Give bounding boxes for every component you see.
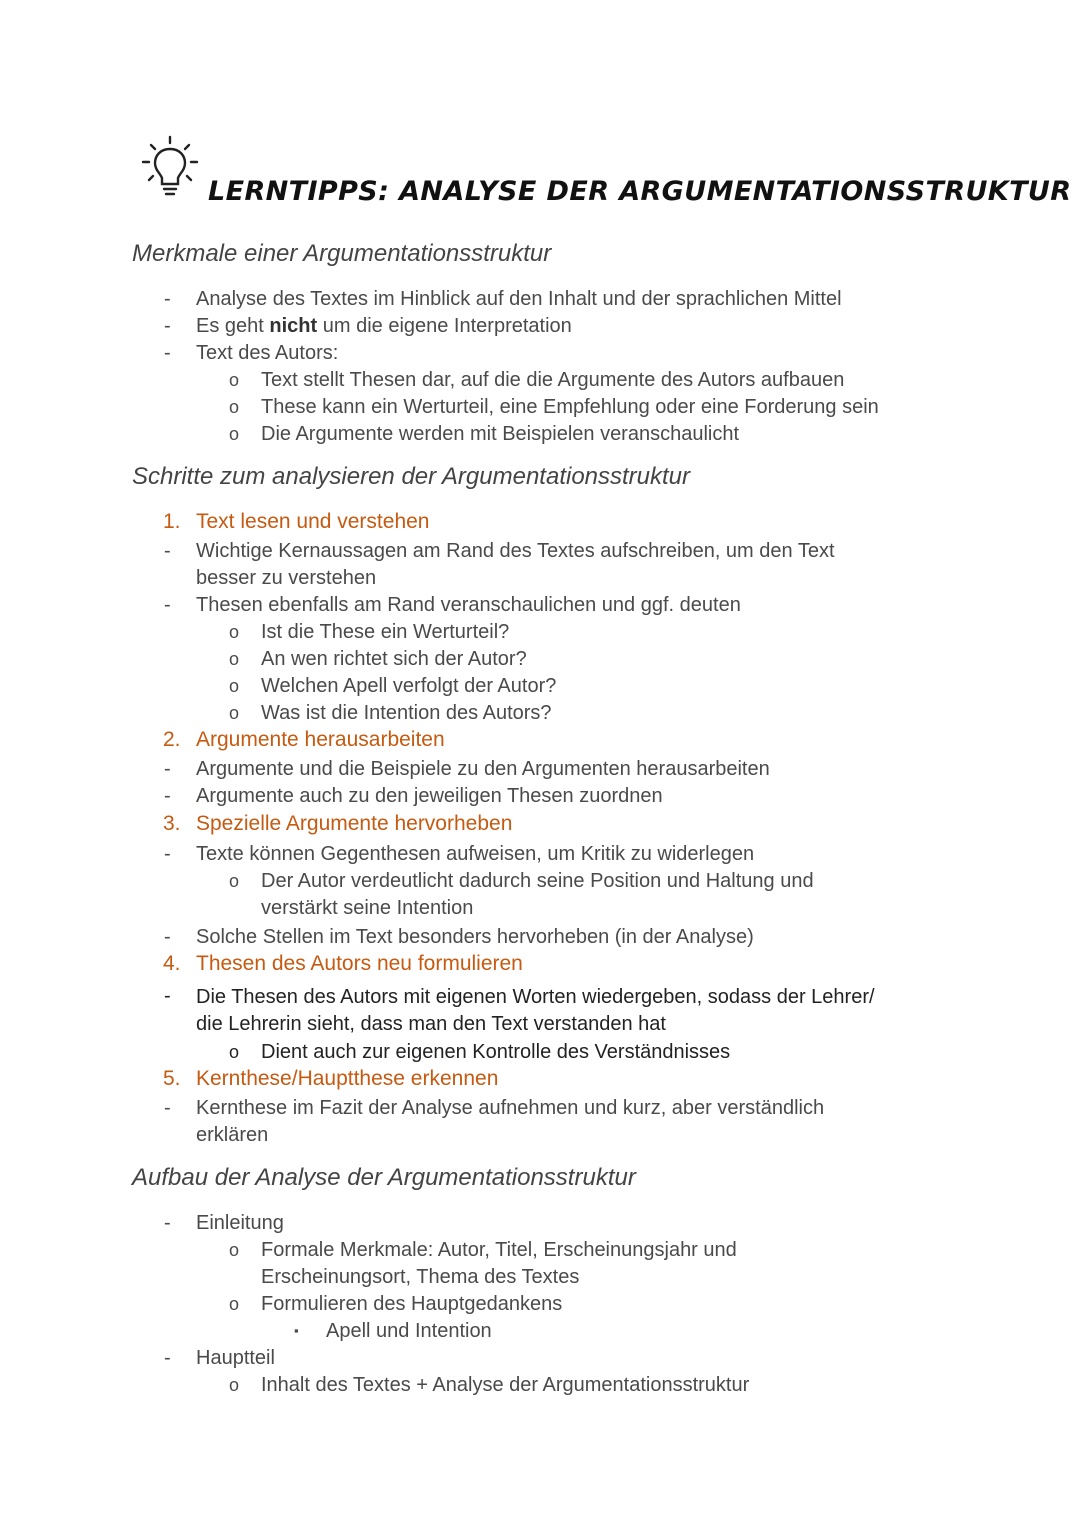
list-item: Solche Stellen im Text besonders hervorheben (in der Analyse) bbox=[196, 926, 754, 948]
bullet-circle: o bbox=[229, 1294, 240, 1314]
list-item: Kernthese im Fazit der Analyse aufnehmen und kurz, aber verständlich bbox=[196, 1097, 825, 1119]
bullet-circle: o bbox=[229, 1042, 240, 1062]
step-title: Argumente herausarbeiten bbox=[196, 728, 445, 751]
step-number: 2. bbox=[163, 728, 181, 751]
sub-list-item: Welchen Apell verfolgt der Autor? bbox=[261, 675, 557, 697]
bullet-dash: - bbox=[164, 1347, 171, 1369]
sub-list-item: Text stellt Thesen dar, auf die die Argumente des Autors aufbauen bbox=[261, 369, 845, 391]
bullet-circle: o bbox=[229, 649, 240, 669]
sub-sub-list-item: Apell und Intention bbox=[326, 1320, 492, 1342]
bullet-circle: o bbox=[229, 1375, 240, 1395]
bullet-circle: o bbox=[229, 622, 240, 642]
list-item-einleitung: Einleitung bbox=[196, 1212, 284, 1234]
list-item: Thesen ebenfalls am Rand veranschaulichen und ggf. deuten bbox=[196, 594, 741, 616]
sub-list-item: An wen richtet sich der Autor? bbox=[261, 648, 527, 670]
page-title: LERNTIPPS: ANALYSE DER ARGUMENTATIONSSTRUKTUR bbox=[208, 176, 1072, 207]
list-item-continued: die Lehrerin sieht, dass man den Text verstanden hat bbox=[196, 1013, 666, 1035]
sub-list-item: These kann ein Werturteil, eine Empfehlung oder eine Forderung sein bbox=[261, 396, 879, 418]
bullet-dash: - bbox=[164, 1212, 171, 1234]
bullet-dash: - bbox=[164, 342, 171, 364]
sub-list-item: Was ist die Intention des Autors? bbox=[261, 702, 552, 724]
bullet-dash: - bbox=[164, 594, 171, 616]
bullet-square: ▪ bbox=[294, 1323, 299, 1338]
sub-list-item: Formale Merkmale: Autor, Titel, Erscheinungsjahr und bbox=[261, 1239, 737, 1261]
list-item: Argumente und die Beispiele zu den Argumenten herausarbeiten bbox=[196, 758, 770, 780]
bullet-circle: o bbox=[229, 1240, 240, 1260]
bullet-circle: o bbox=[229, 424, 240, 444]
bold-text: nicht bbox=[269, 315, 318, 337]
list-item: Die Thesen des Autors mit eigenen Worten wiedergeben, sodass der Lehrer/ bbox=[196, 986, 875, 1008]
section-heading-schritte: Schritte zum analysieren der Argumentationsstruktur bbox=[132, 463, 691, 490]
step-number: 5. bbox=[163, 1067, 181, 1090]
sub-list-item: Inhalt des Textes + Analyse der Argumentationsstruktur bbox=[261, 1374, 750, 1396]
bullet-circle: o bbox=[229, 703, 240, 723]
step-title: Spezielle Argumente hervorheben bbox=[196, 812, 513, 835]
sub-list-item-continued: Erscheinungsort, Thema des Textes bbox=[261, 1266, 580, 1288]
step-title: Text lesen und verstehen bbox=[196, 510, 430, 533]
step-number: 3. bbox=[163, 812, 181, 835]
bullet-dash: - bbox=[164, 843, 171, 865]
bullet-circle: o bbox=[229, 397, 240, 417]
step-title: Kernthese/Hauptthese erkennen bbox=[196, 1067, 499, 1090]
bullet-dash: - bbox=[164, 315, 171, 337]
list-item-continued: besser zu verstehen bbox=[196, 567, 377, 589]
bullet-dash: - bbox=[164, 785, 171, 807]
sub-list-item: Formulieren des Hauptgedankens bbox=[261, 1293, 563, 1315]
sub-list-item-continued: verstärkt seine Intention bbox=[261, 897, 474, 919]
lightbulb-icon bbox=[138, 134, 202, 206]
sub-list-item: Ist die These ein Werturteil? bbox=[261, 621, 510, 643]
bullet-dash: - bbox=[164, 758, 171, 780]
list-item: Analyse des Textes im Hinblick auf den Inhalt und der sprachlichen Mittel bbox=[196, 288, 842, 310]
bullet-circle: o bbox=[229, 871, 240, 891]
section-heading-aufbau: Aufbau der Analyse der Argumentationsstruktur bbox=[132, 1164, 636, 1191]
text-part: um die eigene Interpretation bbox=[317, 315, 572, 337]
bullet-dash: - bbox=[164, 926, 171, 948]
sub-list-item: Die Argumente werden mit Beispielen veranschaulicht bbox=[261, 423, 740, 445]
section-heading-merkmale: Merkmale einer Argumentationsstruktur bbox=[132, 240, 552, 267]
sub-list-item: Der Autor verdeutlicht dadurch seine Position und Haltung und bbox=[261, 870, 814, 892]
list-item: Text des Autors: bbox=[196, 342, 339, 364]
bullet-dash: - bbox=[164, 540, 171, 562]
bullet-dash: - bbox=[164, 288, 171, 310]
list-item-continued: erklären bbox=[196, 1124, 269, 1146]
step-number: 1. bbox=[163, 510, 181, 533]
list-item: Wichtige Kernaussagen am Rand des Textes aufschreiben, um den Text bbox=[196, 540, 835, 562]
list-item bbox=[196, 314, 572, 338]
bullet-circle: o bbox=[229, 370, 240, 390]
step-number: 4. bbox=[163, 952, 181, 975]
list-item: Argumente auch zu den jeweiligen Thesen zuordnen bbox=[196, 785, 663, 807]
step-title: Thesen des Autors neu formulieren bbox=[196, 952, 523, 975]
list-item: Texte können Gegenthesen aufweisen, um Kritik zu widerlegen bbox=[196, 843, 755, 865]
list-item-hauptteil: Hauptteil bbox=[196, 1347, 275, 1369]
sub-list-item: Dient auch zur eigenen Kontrolle des Verständnisses bbox=[261, 1041, 731, 1063]
bullet-dash: - bbox=[164, 985, 171, 1007]
text-part: Es geht bbox=[196, 315, 270, 337]
bullet-circle: o bbox=[229, 676, 240, 696]
bullet-dash: - bbox=[164, 1097, 171, 1119]
